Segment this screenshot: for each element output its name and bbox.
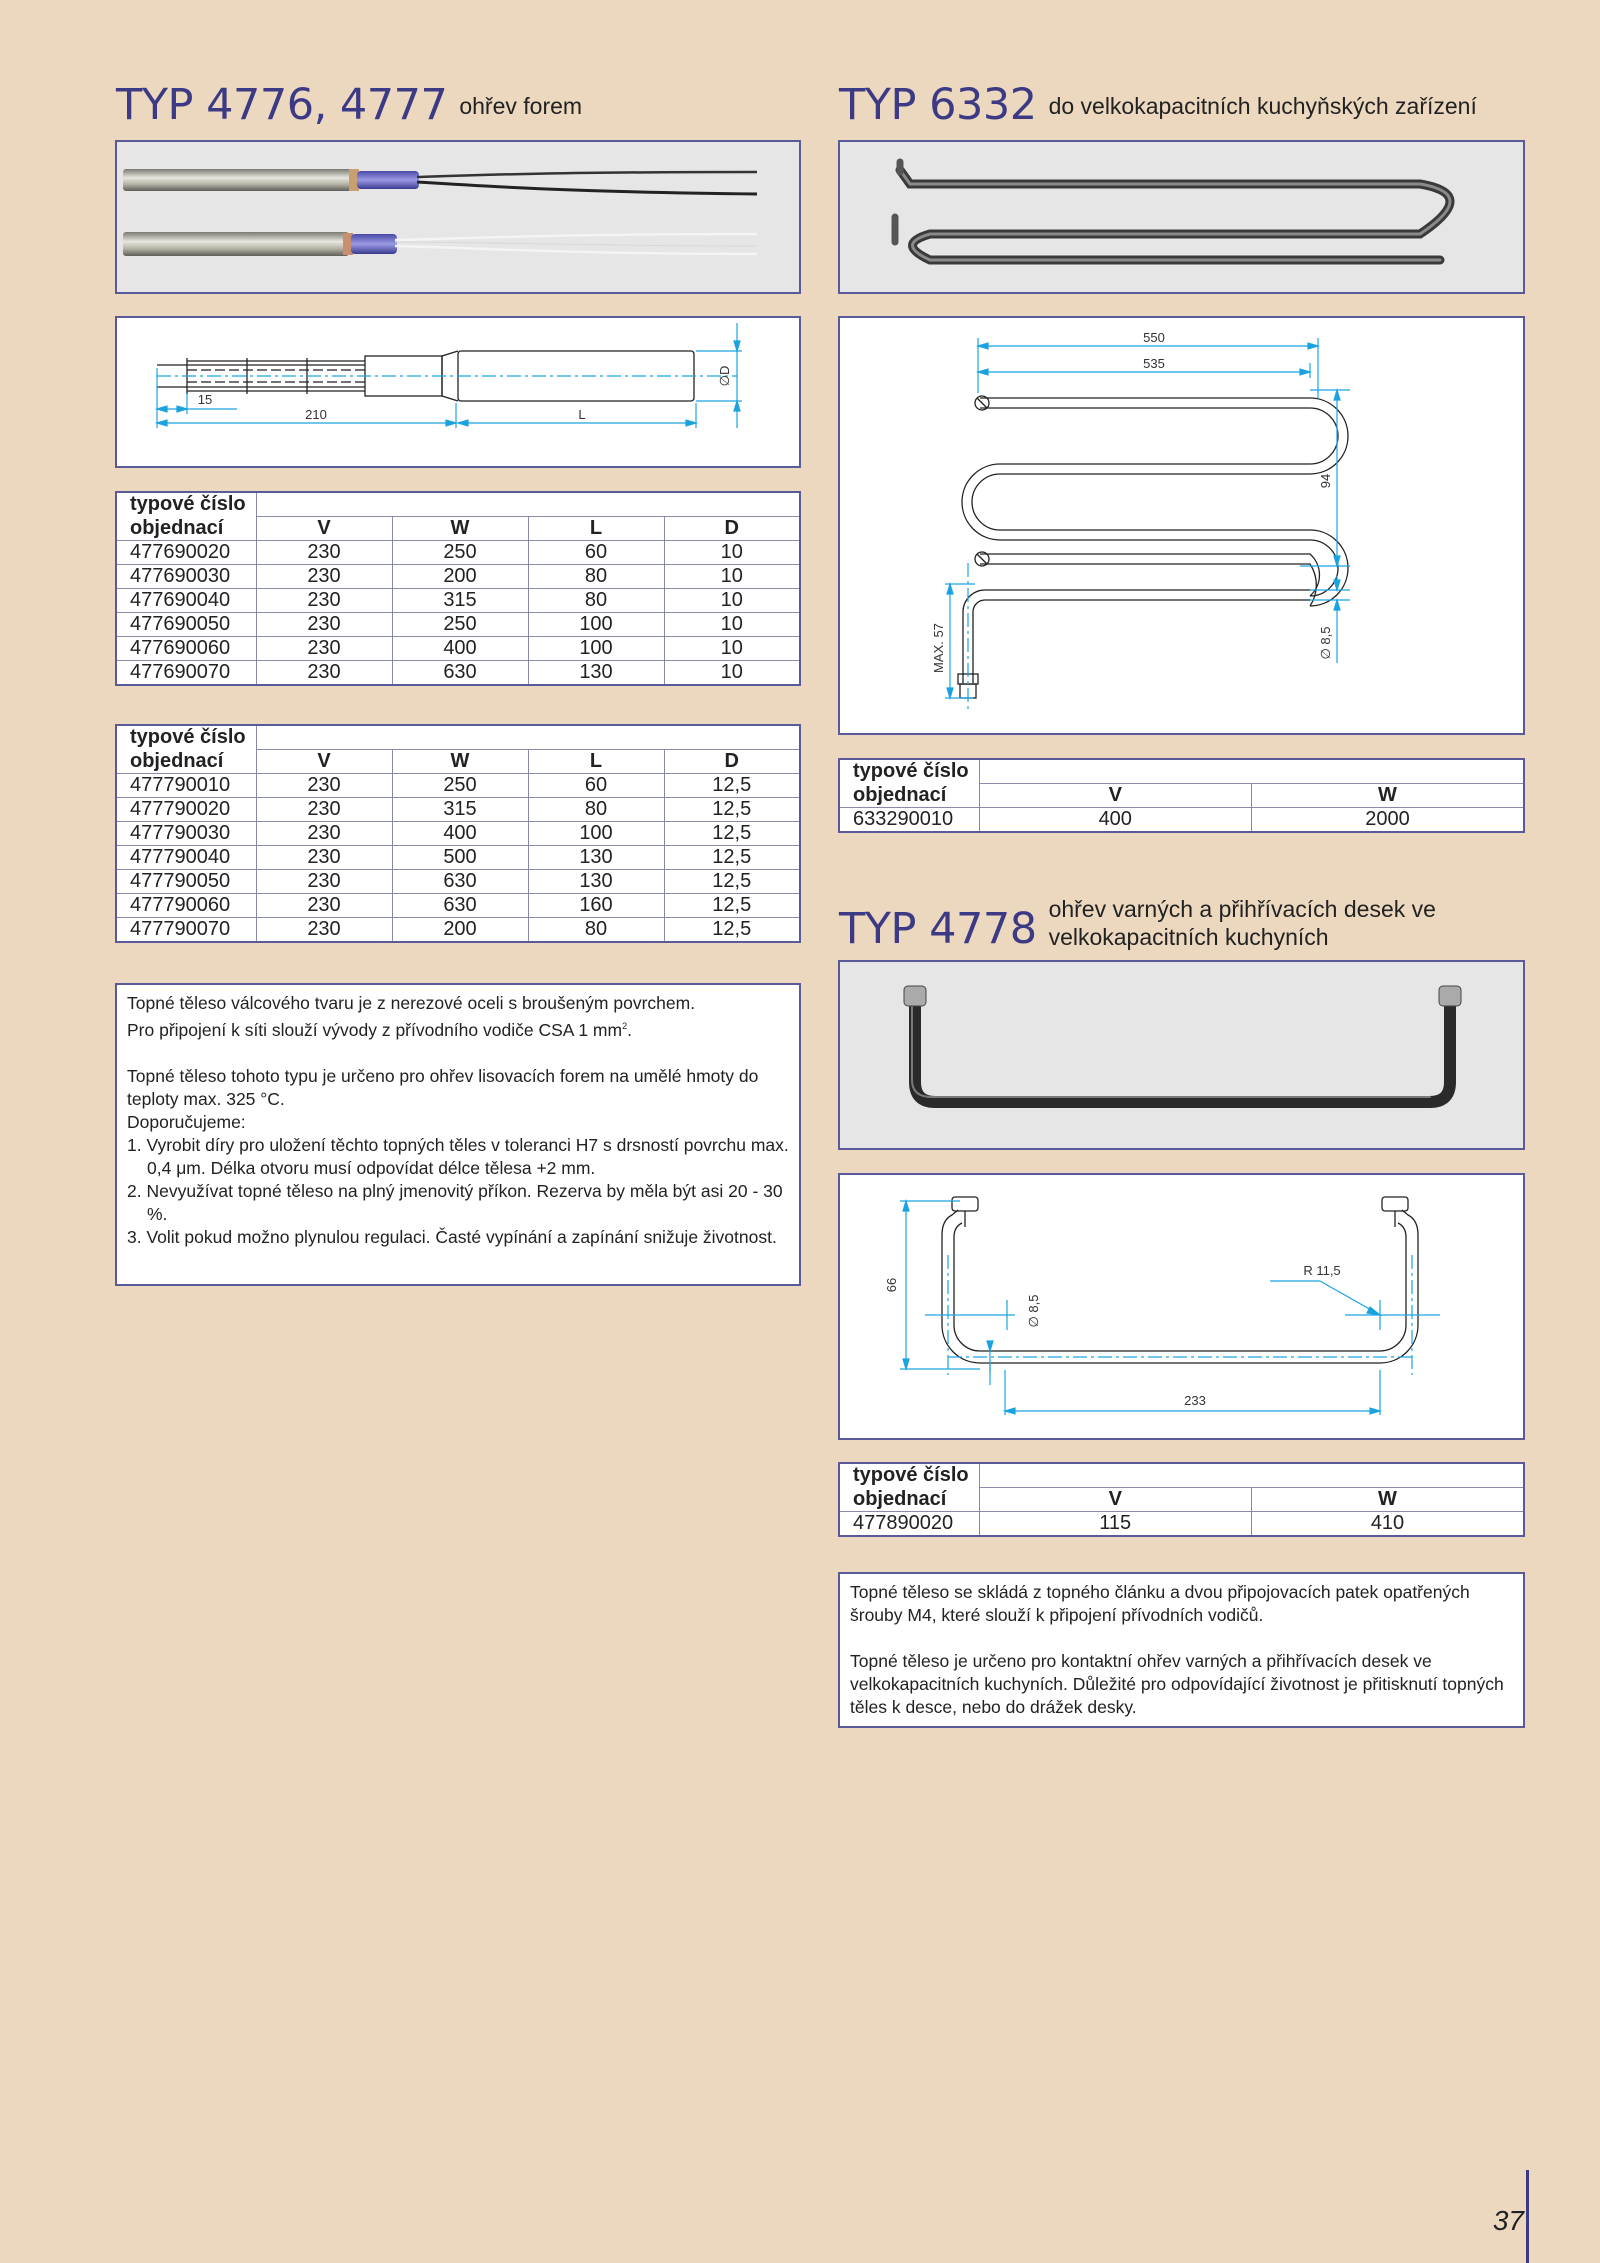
order-number-cell: 477690040 bbox=[116, 589, 256, 613]
table-header-row bbox=[839, 1488, 1524, 1512]
value-cell: 410 bbox=[1252, 1512, 1525, 1537]
dim-l-label: L bbox=[578, 407, 586, 422]
column-header: W bbox=[1252, 784, 1525, 808]
table-header-row bbox=[116, 492, 800, 517]
order-number-cell: 477790050 bbox=[116, 870, 256, 894]
value-cell: 230 bbox=[256, 613, 392, 637]
column-header: V bbox=[979, 784, 1252, 808]
value-cell: 10 bbox=[664, 589, 800, 613]
recommendation-item: 1. Vyrobit díry pro uložení těchto topných těles v toleranci H7 s drsností povrchu max. 0,4 μm. Délka otvoru musí odpovídat délce tělesa +2 mm. bbox=[127, 1134, 789, 1178]
value-cell: 315 bbox=[392, 798, 528, 822]
value-cell: 630 bbox=[392, 870, 528, 894]
value-cell: 200 bbox=[392, 565, 528, 589]
value-cell: 80 bbox=[528, 589, 664, 613]
table-row bbox=[116, 846, 800, 870]
value-cell: 10 bbox=[664, 613, 800, 637]
column-header: D bbox=[664, 517, 800, 541]
value-cell: 630 bbox=[392, 661, 528, 686]
header-cell: typové číslo bbox=[116, 725, 256, 750]
value-cell: 10 bbox=[664, 565, 800, 589]
value-cell: 230 bbox=[256, 589, 392, 613]
header-cell: typové číslo bbox=[839, 1463, 979, 1488]
value-cell: 130 bbox=[528, 661, 664, 686]
value-cell: 230 bbox=[256, 846, 392, 870]
order-number-cell: 633290010 bbox=[839, 808, 979, 833]
column-header: V bbox=[256, 517, 392, 541]
table-header-row bbox=[116, 750, 800, 774]
cartridge-heaters-image bbox=[117, 142, 799, 292]
cartridge-dimension-drawing bbox=[117, 318, 799, 466]
table-row bbox=[116, 661, 800, 686]
tubular-heater-dimension-drawing bbox=[840, 318, 1523, 733]
value-cell: 400 bbox=[392, 637, 528, 661]
header-blank-cell bbox=[979, 759, 1524, 784]
table-row bbox=[116, 565, 800, 589]
table-row bbox=[116, 918, 800, 943]
dim-max57-label: MAX. 57 bbox=[931, 623, 946, 673]
dim-66-label: 66 bbox=[884, 1277, 899, 1293]
value-cell: 230 bbox=[256, 774, 392, 798]
table-row bbox=[116, 774, 800, 798]
value-cell: 250 bbox=[392, 774, 528, 798]
value-cell: 12,5 bbox=[664, 774, 800, 798]
table-header-row bbox=[116, 725, 800, 750]
column-header: V bbox=[256, 750, 392, 774]
header-blank-cell bbox=[979, 1463, 1524, 1488]
table-row bbox=[116, 870, 800, 894]
type-subtitle: do velkokapacitních kuchyňských zařízení bbox=[1048, 93, 1477, 120]
column-header: V bbox=[979, 1488, 1252, 1512]
value-cell: 160 bbox=[528, 894, 664, 918]
description-paragraph: Pro připojení k síti slouží vývody z přívodního vodiče CSA 1 $mm^2$. bbox=[127, 1019, 632, 1040]
table-header-row bbox=[116, 517, 800, 541]
order-number-cell: 477690050 bbox=[116, 613, 256, 637]
description-paragraph: Topné těleso tohoto typu je určeno pro ohřev lisovacích forem na umělé hmoty do teploty max. 325 °C. bbox=[127, 1065, 759, 1109]
value-cell: 230 bbox=[256, 894, 392, 918]
page-number: 37 bbox=[1492, 2205, 1524, 2236]
dim-210-label: 210 bbox=[305, 407, 327, 422]
table-body bbox=[116, 725, 800, 942]
header-cell: typové číslo bbox=[839, 759, 979, 784]
value-cell: 12,5 bbox=[664, 798, 800, 822]
technical-drawing-6332 bbox=[838, 316, 1525, 735]
description-4776 bbox=[115, 983, 801, 1286]
type-heading: TYP 4778 bbox=[839, 904, 1037, 955]
column-header: W bbox=[392, 750, 528, 774]
value-cell: 80 bbox=[528, 918, 664, 943]
value-cell: 230 bbox=[256, 870, 392, 894]
title-typ-4778 bbox=[839, 896, 1436, 955]
value-cell: 10 bbox=[664, 637, 800, 661]
table-body bbox=[839, 1463, 1524, 1536]
header-cell: objednací bbox=[116, 750, 256, 774]
tubular-heater-image bbox=[840, 142, 1523, 292]
table-row bbox=[116, 637, 800, 661]
order-number-cell: 477690070 bbox=[116, 661, 256, 686]
dim-d-label: ∅D bbox=[717, 365, 732, 387]
value-cell: 60 bbox=[528, 774, 664, 798]
type-heading: TYP 6332 bbox=[839, 80, 1037, 130]
value-cell: 130 bbox=[528, 870, 664, 894]
table-body bbox=[116, 492, 800, 685]
order-number-cell: 477790010 bbox=[116, 774, 256, 798]
value-cell: 100 bbox=[528, 822, 664, 846]
column-header: L bbox=[528, 517, 664, 541]
order-number-cell: 477890020 bbox=[839, 1512, 979, 1537]
table-body bbox=[839, 759, 1524, 832]
recommendation-item: 2. Nevyužívat topné těleso na plný jmenovitý příkon. Rezerva by měla být asi 20 - 30 %. bbox=[127, 1180, 783, 1224]
description-paragraph: Topné těleso se skládá z topného článku a dvou připojovacích patek opatřených šrouby M4, které slouží k připojení přívodních vodičů. bbox=[850, 1582, 1470, 1625]
value-cell: 60 bbox=[528, 541, 664, 565]
description-paragraph: Topné těleso je určeno pro kontaktní ohřev varných a přihřívacích desek ve velkokapacitních kuchyních. Důležité pro odpovídající životnost je přitisknutí topných těles k desce, nebo do drážek desky. bbox=[850, 1651, 1504, 1717]
value-cell: 630 bbox=[392, 894, 528, 918]
value-cell: 115 bbox=[979, 1512, 1252, 1537]
value-cell: 230 bbox=[256, 798, 392, 822]
table-row bbox=[839, 808, 1524, 833]
dim-radius-label: R 11,5 bbox=[1303, 1263, 1341, 1278]
value-cell: 250 bbox=[392, 613, 528, 637]
value-cell: 500 bbox=[392, 846, 528, 870]
recommendation-item: 3. Volit pokud možno plynulou regulaci. Časté vypínání a zapínání snižuje životnost. bbox=[127, 1226, 777, 1247]
value-cell: 10 bbox=[664, 661, 800, 686]
table-row bbox=[116, 798, 800, 822]
dim-diameter-label: ∅ 8,5 bbox=[1318, 626, 1333, 660]
value-cell: 230 bbox=[256, 565, 392, 589]
type-subtitle: ohřev forem bbox=[459, 93, 583, 120]
value-cell: 400 bbox=[392, 822, 528, 846]
value-cell: 12,5 bbox=[664, 870, 800, 894]
value-cell: 100 bbox=[528, 613, 664, 637]
spec-table-6332 bbox=[838, 758, 1525, 833]
value-cell: 12,5 bbox=[664, 894, 800, 918]
header-cell: objednací bbox=[839, 1488, 979, 1512]
order-number-cell: 477790030 bbox=[116, 822, 256, 846]
value-cell: 230 bbox=[256, 918, 392, 943]
header-blank-cell bbox=[256, 725, 800, 750]
value-cell: 100 bbox=[528, 637, 664, 661]
value-cell: 10 bbox=[664, 541, 800, 565]
description-paragraph: Topné těleso válcového tvaru je z nerezové oceli s broušeným povrchem. bbox=[127, 993, 696, 1013]
dim-diameter-label: ∅ 8,5 bbox=[1026, 1294, 1041, 1328]
dim-94-label: 94 bbox=[1318, 473, 1333, 489]
order-number-cell: 477690030 bbox=[116, 565, 256, 589]
table-row bbox=[116, 894, 800, 918]
dim-233-label: 233 bbox=[1184, 1393, 1206, 1408]
technical-drawing-4778 bbox=[838, 1173, 1525, 1440]
product-photo-6332 bbox=[838, 140, 1525, 294]
page-number-rule bbox=[1526, 2170, 1529, 2263]
table-row bbox=[116, 613, 800, 637]
description-4778 bbox=[838, 1572, 1525, 1728]
value-cell: 230 bbox=[256, 822, 392, 846]
value-cell: 315 bbox=[392, 589, 528, 613]
value-cell: 12,5 bbox=[664, 918, 800, 943]
header-blank-cell bbox=[256, 492, 800, 517]
order-number-cell: 477790060 bbox=[116, 894, 256, 918]
value-cell: 12,5 bbox=[664, 822, 800, 846]
order-number-cell: 477790070 bbox=[116, 918, 256, 943]
header-cell: objednací bbox=[116, 517, 256, 541]
order-number-cell: 477690020 bbox=[116, 541, 256, 565]
value-cell: 2000 bbox=[1252, 808, 1525, 833]
column-header: L bbox=[528, 750, 664, 774]
table-row bbox=[116, 541, 800, 565]
dim-15-label: 15 bbox=[197, 392, 213, 407]
table-header-row bbox=[839, 784, 1524, 808]
value-cell: 130 bbox=[528, 846, 664, 870]
table-header-row bbox=[839, 759, 1524, 784]
value-cell: 12,5 bbox=[664, 846, 800, 870]
value-cell: 200 bbox=[392, 918, 528, 943]
product-photo-4778 bbox=[838, 960, 1525, 1150]
dim-535-label: 535 bbox=[1143, 356, 1165, 371]
value-cell: 80 bbox=[528, 565, 664, 589]
table-row bbox=[116, 589, 800, 613]
value-cell: 400 bbox=[979, 808, 1252, 833]
column-header: W bbox=[392, 517, 528, 541]
value-cell: 230 bbox=[256, 637, 392, 661]
value-cell: 230 bbox=[256, 661, 392, 686]
spec-table-4778 bbox=[838, 1462, 1525, 1537]
order-number-cell: 477790040 bbox=[116, 846, 256, 870]
product-photo-4776 bbox=[115, 140, 801, 294]
spec-table-4776 bbox=[115, 491, 801, 686]
value-cell: 80 bbox=[528, 798, 664, 822]
table-header-row bbox=[839, 1463, 1524, 1488]
recommendation-heading: Doporučujeme: bbox=[127, 1111, 246, 1132]
column-header: D bbox=[664, 750, 800, 774]
table-row bbox=[116, 822, 800, 846]
order-number-cell: 477690060 bbox=[116, 637, 256, 661]
value-cell: 230 bbox=[256, 541, 392, 565]
title-typ-4776 bbox=[116, 80, 583, 130]
table-row bbox=[839, 1512, 1524, 1537]
header-cell: objednací bbox=[839, 784, 979, 808]
spec-table-4777 bbox=[115, 724, 801, 943]
type-subtitle: ohřev varných a přihřívacích desek ve velkokapacitních kuchyních bbox=[1048, 896, 1436, 950]
technical-drawing-4776 bbox=[115, 316, 801, 468]
order-number-cell: 477790020 bbox=[116, 798, 256, 822]
u-heater-image bbox=[840, 962, 1523, 1148]
value-cell: 250 bbox=[392, 541, 528, 565]
column-header: W bbox=[1252, 1488, 1525, 1512]
dim-550-label: 550 bbox=[1143, 330, 1165, 345]
type-heading: TYP 4776, 4777 bbox=[116, 80, 448, 130]
header-cell: typové číslo bbox=[116, 492, 256, 517]
u-heater-dimension-drawing bbox=[840, 1175, 1523, 1438]
title-typ-6332 bbox=[839, 80, 1477, 130]
